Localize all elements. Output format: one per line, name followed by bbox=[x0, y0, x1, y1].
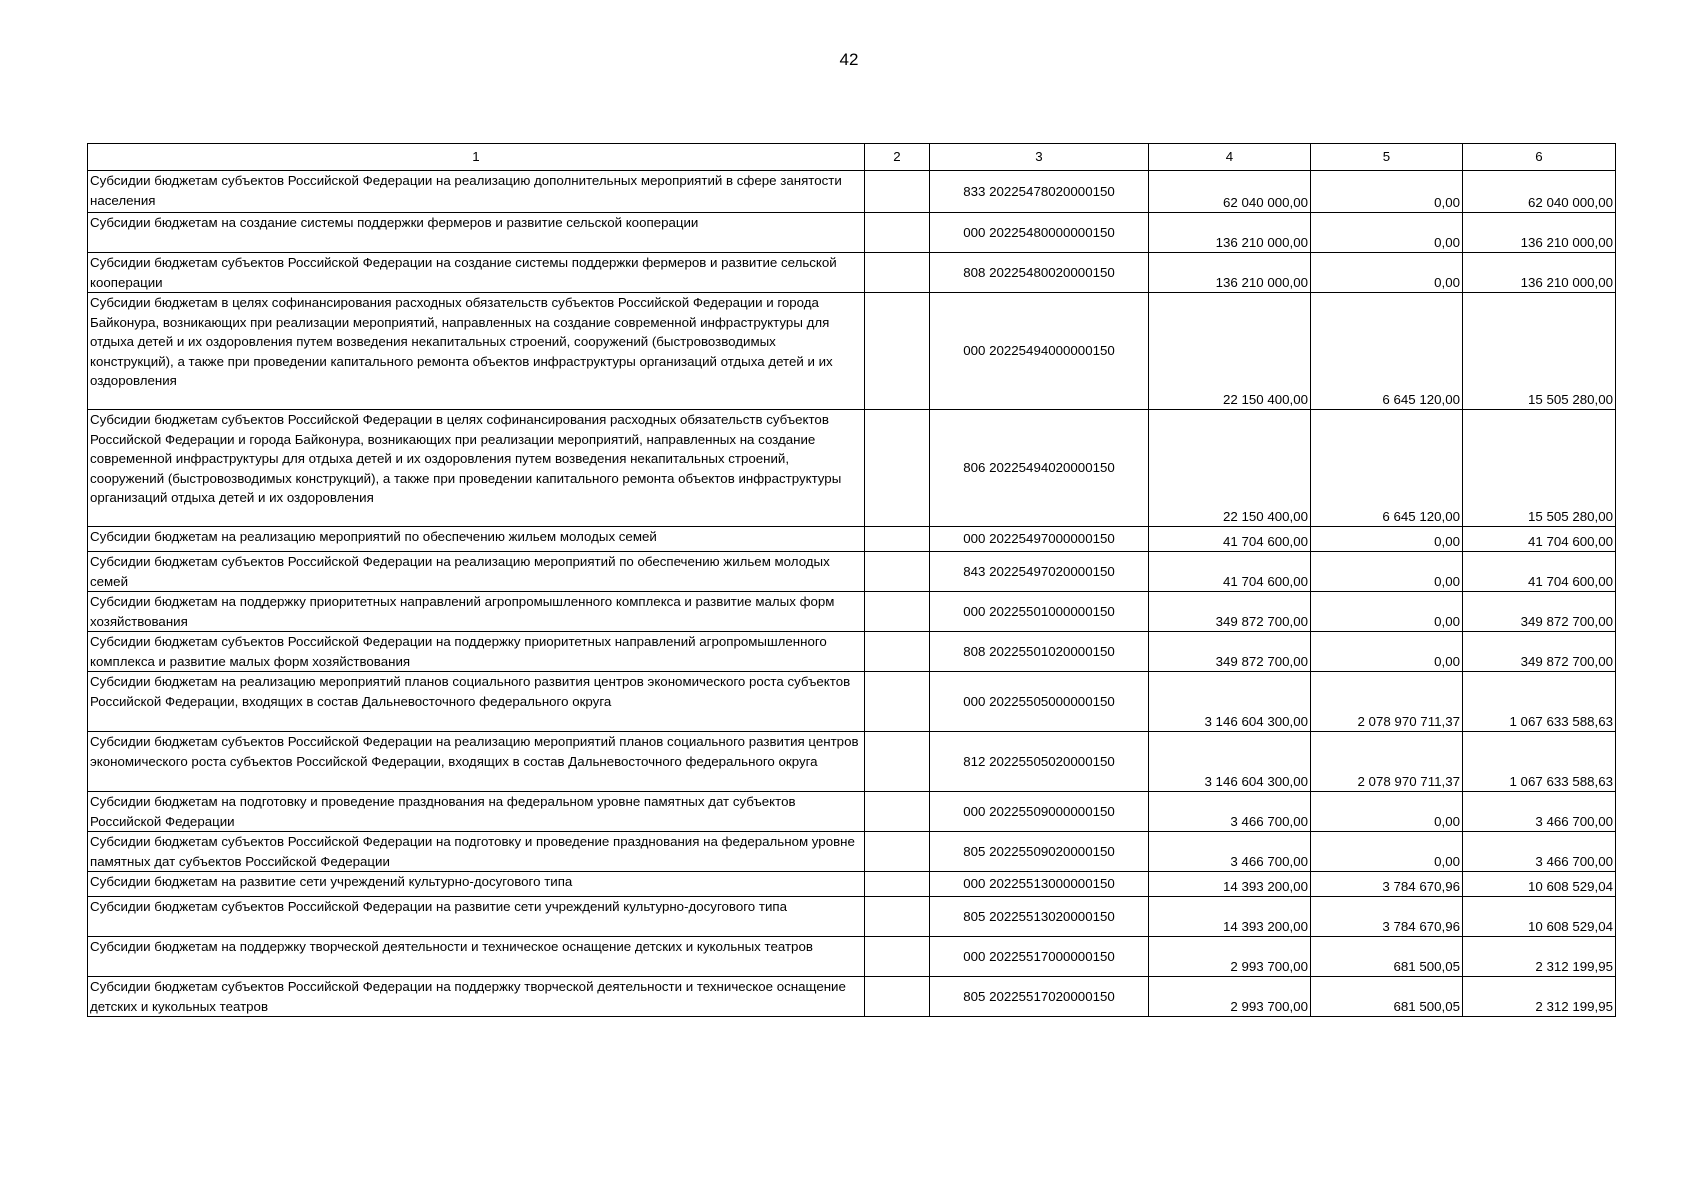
row-amount-col5: 0,00 bbox=[1311, 792, 1463, 832]
row-column2-cell bbox=[865, 632, 930, 672]
row-amount-col6: 15 505 280,00 bbox=[1463, 293, 1616, 410]
row-name-cell: Субсидии бюджетам на поддержку приоритетных направлений агропромышленного комплекса и развитие малых форм хозяйствования bbox=[88, 592, 865, 632]
row-code-cell: 000 20225494000000150 bbox=[930, 293, 1149, 410]
table-row bbox=[88, 171, 1616, 213]
row-amount-col6: 349 872 700,00 bbox=[1463, 632, 1616, 672]
row-amount-col4: 136 210 000,00 bbox=[1149, 213, 1311, 253]
table-row bbox=[88, 937, 1616, 977]
row-amount-col5: 0,00 bbox=[1311, 592, 1463, 632]
row-amount-col4: 3 466 700,00 bbox=[1149, 832, 1311, 872]
row-amount-col5: 2 078 970 711,37 bbox=[1311, 672, 1463, 732]
row-column2-cell bbox=[865, 253, 930, 293]
row-column2-cell bbox=[865, 977, 930, 1017]
row-amount-col6: 349 872 700,00 bbox=[1463, 592, 1616, 632]
header-row bbox=[88, 144, 1616, 171]
row-code-cell: 812 20225505020000150 bbox=[930, 732, 1149, 792]
table-row bbox=[88, 672, 1616, 732]
row-code-cell: 805 20225509020000150 bbox=[930, 832, 1149, 872]
row-code-cell: 808 20225480020000150 bbox=[930, 253, 1149, 293]
row-amount-col5: 0,00 bbox=[1311, 552, 1463, 592]
row-column2-cell bbox=[865, 293, 930, 410]
row-column2-cell bbox=[865, 792, 930, 832]
row-amount-col6: 41 704 600,00 bbox=[1463, 527, 1616, 552]
row-amount-col4: 349 872 700,00 bbox=[1149, 592, 1311, 632]
table-row bbox=[88, 832, 1616, 872]
row-name-cell: Субсидии бюджетам на реализацию мероприятий по обеспечению жильем молодых семей bbox=[88, 527, 865, 552]
row-amount-col4: 3 146 604 300,00 bbox=[1149, 672, 1311, 732]
row-name-cell: Субсидии бюджетам субъектов Российской Федерации на развитие сети учреждений культурно-досугового типа bbox=[88, 897, 865, 937]
row-column2-cell bbox=[865, 672, 930, 732]
row-column2-cell bbox=[865, 592, 930, 632]
row-column2-cell bbox=[865, 872, 930, 897]
row-code-cell: 000 20225517000000150 bbox=[930, 937, 1149, 977]
row-amount-col6: 1 067 633 588,63 bbox=[1463, 732, 1616, 792]
row-name-cell: Субсидии бюджетам в целях софинансирования расходных обязательств субъектов Российской Федерации и города Байконура, возникающих при реализации мероприятий, направленных на создание современной инфраструктуры для отдыха детей и их оздоровления путем возведения некапитальных строений, сооружений (быстровозводимых конструкций), а также при проведении капитального ремонта объектов инфраструктуры организаций отдыха детей и их оздоровления bbox=[88, 293, 865, 410]
row-amount-col5: 2 078 970 711,37 bbox=[1311, 732, 1463, 792]
row-amount-col5: 681 500,05 bbox=[1311, 937, 1463, 977]
row-amount-col4: 62 040 000,00 bbox=[1149, 171, 1311, 213]
row-amount-col5: 0,00 bbox=[1311, 253, 1463, 293]
table-row bbox=[88, 897, 1616, 937]
table-row bbox=[88, 527, 1616, 552]
row-code-cell: 833 20225478020000150 bbox=[930, 171, 1149, 213]
budget-revenue-table bbox=[87, 143, 1616, 1017]
row-column2-cell bbox=[865, 552, 930, 592]
row-code-cell: 805 20225513020000150 bbox=[930, 897, 1149, 937]
row-amount-col4: 22 150 400,00 bbox=[1149, 293, 1311, 410]
table-row bbox=[88, 592, 1616, 632]
column-header-6: 6 bbox=[1463, 144, 1616, 171]
row-amount-col4: 2 993 700,00 bbox=[1149, 977, 1311, 1017]
row-amount-col5: 3 784 670,96 bbox=[1311, 897, 1463, 937]
row-code-cell: 843 20225497020000150 bbox=[930, 552, 1149, 592]
row-column2-cell bbox=[865, 527, 930, 552]
page-number: 42 bbox=[839, 50, 859, 69]
row-amount-col4: 14 393 200,00 bbox=[1149, 872, 1311, 897]
row-code-cell: 806 20225494020000150 bbox=[930, 410, 1149, 527]
row-name-cell: Субсидии бюджетам субъектов Российской Федерации на создание системы поддержки фермеров и развитие сельской кооперации bbox=[88, 253, 865, 293]
row-column2-cell bbox=[865, 937, 930, 977]
row-amount-col6: 1 067 633 588,63 bbox=[1463, 672, 1616, 732]
row-name-cell: Субсидии бюджетам субъектов Российской Федерации в целях софинансирования расходных обязательств субъектов Российской Федерации и города Байконура, возникающих при реализации мероприятий, направленных на создание современной инфраструктуры для отдыха детей и их оздоровления путем возведения некапитальных строений, сооружений (быстровозводимых конструкций), а также при проведении капитального ремонта объектов инфраструктуры организаций отдыха детей и их оздоровления bbox=[88, 410, 865, 527]
row-column2-cell bbox=[865, 171, 930, 213]
row-amount-col4: 41 704 600,00 bbox=[1149, 552, 1311, 592]
row-amount-col6: 62 040 000,00 bbox=[1463, 171, 1616, 213]
row-name-cell: Субсидии бюджетам на развитие сети учреждений культурно-досугового типа bbox=[88, 872, 865, 897]
row-code-cell: 808 20225501020000150 bbox=[930, 632, 1149, 672]
row-amount-col4: 22 150 400,00 bbox=[1149, 410, 1311, 527]
table-row bbox=[88, 872, 1616, 897]
column-header-4: 4 bbox=[1149, 144, 1311, 171]
row-code-cell: 000 20225509000000150 bbox=[930, 792, 1149, 832]
row-amount-col4: 136 210 000,00 bbox=[1149, 253, 1311, 293]
table-row bbox=[88, 792, 1616, 832]
row-amount-col5: 6 645 120,00 bbox=[1311, 410, 1463, 527]
row-amount-col5: 681 500,05 bbox=[1311, 977, 1463, 1017]
table-row bbox=[88, 632, 1616, 672]
row-amount-col6: 10 608 529,04 bbox=[1463, 897, 1616, 937]
table-body bbox=[88, 171, 1616, 1017]
row-amount-col5: 6 645 120,00 bbox=[1311, 293, 1463, 410]
row-amount-col5: 0,00 bbox=[1311, 171, 1463, 213]
row-amount-col4: 3 146 604 300,00 bbox=[1149, 732, 1311, 792]
row-amount-col4: 41 704 600,00 bbox=[1149, 527, 1311, 552]
row-code-cell: 000 20225497000000150 bbox=[930, 527, 1149, 552]
row-amount-col5: 0,00 bbox=[1311, 832, 1463, 872]
row-name-cell: Субсидии бюджетам на поддержку творческой деятельности и техническое оснащение детских и кукольных театров bbox=[88, 937, 865, 977]
row-amount-col6: 136 210 000,00 bbox=[1463, 253, 1616, 293]
row-name-cell: Субсидии бюджетам субъектов Российской Федерации на реализацию мероприятий планов социального развития центров экономического роста субъектов Российской Федерации, входящих в состав Дальневосточного федерального округа bbox=[88, 732, 865, 792]
column-header-2: 2 bbox=[865, 144, 930, 171]
row-name-cell: Субсидии бюджетам на подготовку и проведение празднования на федеральном уровне памятных дат субъектов Российской Федерации bbox=[88, 792, 865, 832]
table-header bbox=[88, 144, 1616, 171]
row-name-cell: Субсидии бюджетам субъектов Российской Федерации на поддержку приоритетных направлений агропромышленного комплекса и развитие малых форм хозяйствования bbox=[88, 632, 865, 672]
table-row bbox=[88, 410, 1616, 527]
row-column2-cell bbox=[865, 410, 930, 527]
row-amount-col4: 2 993 700,00 bbox=[1149, 937, 1311, 977]
row-amount-col6: 2 312 199,95 bbox=[1463, 977, 1616, 1017]
row-amount-col5: 3 784 670,96 bbox=[1311, 872, 1463, 897]
row-column2-cell bbox=[865, 213, 930, 253]
row-amount-col4: 3 466 700,00 bbox=[1149, 792, 1311, 832]
table-row bbox=[88, 213, 1616, 253]
row-name-cell: Субсидии бюджетам субъектов Российской Федерации на реализацию дополнительных мероприятий в сфере занятости населения bbox=[88, 171, 865, 213]
row-amount-col6: 3 466 700,00 bbox=[1463, 792, 1616, 832]
row-amount-col4: 349 872 700,00 bbox=[1149, 632, 1311, 672]
row-amount-col6: 3 466 700,00 bbox=[1463, 832, 1616, 872]
row-name-cell: Субсидии бюджетам субъектов Российской Федерации на подготовку и проведение празднования на федеральном уровне памятных дат субъектов Российской Федерации bbox=[88, 832, 865, 872]
row-amount-col6: 136 210 000,00 bbox=[1463, 213, 1616, 253]
row-code-cell: 000 20225480000000150 bbox=[930, 213, 1149, 253]
column-header-1: 1 bbox=[88, 144, 865, 171]
table-row bbox=[88, 732, 1616, 792]
row-amount-col5: 0,00 bbox=[1311, 527, 1463, 552]
row-amount-col6: 2 312 199,95 bbox=[1463, 937, 1616, 977]
column-header-5: 5 bbox=[1311, 144, 1463, 171]
row-amount-col4: 14 393 200,00 bbox=[1149, 897, 1311, 937]
row-amount-col5: 0,00 bbox=[1311, 632, 1463, 672]
row-amount-col6: 41 704 600,00 bbox=[1463, 552, 1616, 592]
row-amount-col6: 15 505 280,00 bbox=[1463, 410, 1616, 527]
row-amount-col6: 10 608 529,04 bbox=[1463, 872, 1616, 897]
row-name-cell: Субсидии бюджетам на реализацию мероприятий планов социального развития центров экономического роста субъектов Российской Федерации, входящих в состав Дальневосточного федерального округа bbox=[88, 672, 865, 732]
column-header-3: 3 bbox=[930, 144, 1149, 171]
table-row bbox=[88, 552, 1616, 592]
row-code-cell: 000 20225501000000150 bbox=[930, 592, 1149, 632]
row-code-cell: 000 20225513000000150 bbox=[930, 872, 1149, 897]
row-name-cell: Субсидии бюджетам на создание системы поддержки фермеров и развитие сельской кооперации bbox=[88, 213, 865, 253]
table-row bbox=[88, 977, 1616, 1017]
row-name-cell: Субсидии бюджетам субъектов Российской Федерации на поддержку творческой деятельности и техническое оснащение детских и кукольных театров bbox=[88, 977, 865, 1017]
row-column2-cell bbox=[865, 732, 930, 792]
row-name-cell: Субсидии бюджетам субъектов Российской Федерации на реализацию мероприятий по обеспечению жильем молодых семей bbox=[88, 552, 865, 592]
row-amount-col5: 0,00 bbox=[1311, 213, 1463, 253]
table-row bbox=[88, 253, 1616, 293]
table-row bbox=[88, 293, 1616, 410]
row-column2-cell bbox=[865, 832, 930, 872]
row-code-cell: 000 20225505000000150 bbox=[930, 672, 1149, 732]
row-code-cell: 805 20225517020000150 bbox=[930, 977, 1149, 1017]
row-column2-cell bbox=[865, 897, 930, 937]
